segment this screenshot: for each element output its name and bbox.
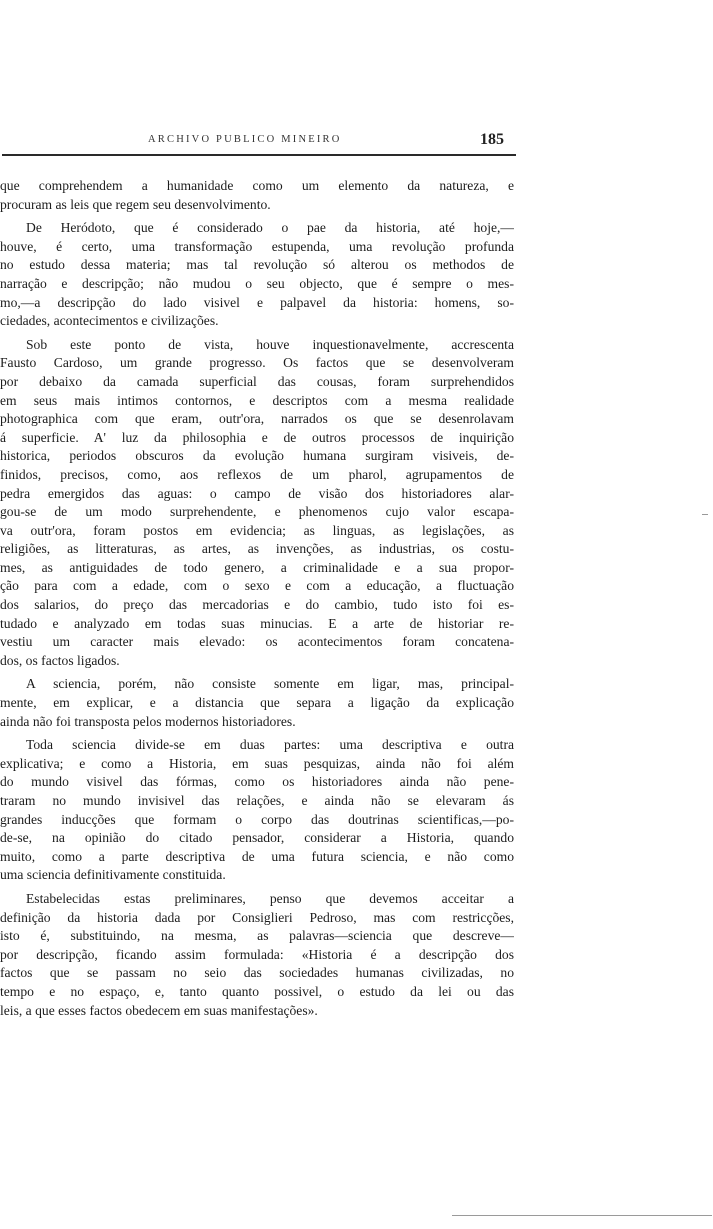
page-number: 185 (480, 131, 504, 148)
text-line: por descripção, ficando assim formulada: «Historia é a descripção dos (0, 946, 514, 962)
text-line: De Heródoto, que é considerado o pae da historia, até hoje,— (26, 220, 514, 236)
margin-mark (702, 514, 708, 515)
running-title: ARCHIVO PUBLICO MINEIRO (148, 134, 342, 145)
text-line: á superficie. A' luz da philosophia e de outros processos de inquirição (0, 429, 514, 445)
text-line: por debaixo da camada superficial das cousas, foram surprehendidos (0, 373, 514, 389)
text-line: mente, em explicar, e a distancia que separa a ligação da explicação (0, 695, 514, 711)
text-line: religiões, as litteraturas, as artes, as invenções, as industrias, os costu- (0, 541, 514, 557)
text-line: grandes inducções que formam o corpo das doutrinas scientificas,—po- (0, 811, 514, 827)
paragraph (0, 890, 514, 1020)
text-line: ciedades, acontecimentos e civilizações. (0, 313, 219, 329)
text-line: Fausto Cardoso, um grande progresso. Os factos que se desenvolveram (0, 355, 514, 371)
text-line: ção para com a edade, com o sexo e com a educação, a fluctuação (0, 578, 514, 594)
text-line: traram no mundo invisivel das relações, e ainda não se elevaram ás (0, 793, 514, 808)
text-line: gou-se de um modo surprehendente, e phenomenos cujo valor escapa- (0, 504, 514, 520)
text-line: uma sciencia definitivamente constituida. (0, 867, 226, 883)
text-line: em seus mais intimos contornos, e descriptos com a mesma realidade (0, 392, 514, 408)
text-line: dos, os factos ligados. (0, 652, 120, 668)
text-line: do mundo visivel das fórmas, como os historiadores ainda não pene- (0, 774, 514, 790)
text-line: ainda não foi transposta pelos modernos historiadores. (0, 713, 296, 729)
text-line: isto é, substituindo, na mesma, as palavras—sciencia que descreve— (0, 928, 514, 944)
paragraph (0, 736, 514, 885)
text-line: mo,—a descripção do lado visivel e palpavel da historia: homens, so- (0, 294, 514, 310)
text-line: tudado e analyzado em todas suas minucias. E a arte de historiar re- (0, 615, 514, 631)
paragraph (0, 675, 514, 731)
text-line: dos salarios, do preço das mercadorias e do cambio, tudo isto foi es- (0, 597, 514, 613)
text-line: leis, a que esses factos obedecem em suas manifestações». (0, 1002, 318, 1018)
text-line: definição da historia dada por Consiglieri Pedroso, mas com restricções, (0, 909, 514, 925)
text-line: vestiu um caracter mais elevado: os acontecimentos foram concatena- (0, 634, 514, 650)
text-line: narração e descripção; não mudou o seu objecto, que é sempre o mes- (0, 275, 514, 291)
text-line: no estudo dessa materia; mas tal revolução só alterou os methodos de (0, 257, 514, 273)
text-line: Estabelecidas estas preliminares, penso que devemos acceitar a (26, 890, 514, 906)
text-line: va outr'ora, foram postos em evidencia; as linguas, as legislações, as (0, 522, 514, 538)
running-header (0, 131, 522, 155)
text-line: Toda sciencia divide-se em duas partes: uma descriptiva e outra (26, 737, 514, 753)
paragraph (0, 177, 514, 214)
paragraph (0, 336, 514, 671)
text-line: procuram as leis que regem seu desenvolvimento. (0, 196, 271, 212)
text-line: A sciencia, porém, não consiste somente em ligar, mas, principal- (26, 676, 514, 692)
paragraph (0, 219, 514, 331)
text-line: que comprehendem a humanidade como um elemento da natureza, e (0, 178, 514, 193)
text-line: explicativa; e como a Historia, em suas pesquizas, ainda não foi além (0, 755, 514, 771)
text-line: pedra emergidos das aguas: o campo de visão dos historiadores alar- (0, 485, 514, 501)
bottom-edge-line (452, 1215, 712, 1216)
text-line: muito, como a parte descriptiva de uma futura sciencia, e não como (0, 848, 514, 864)
text-line: historica, periodos obscuros da evolução humana surgiram visiveis, de- (0, 448, 514, 464)
text-line: de-se, na opinião do citado pensador, considerar a Historia, quando (0, 830, 514, 846)
text-line: finidos, precisos, como, aos reflexos de um pharol, agrupamentos de (0, 466, 514, 482)
text-line: mes, as antiguidades de todo genero, a criminalidade e a sua propor- (0, 559, 514, 575)
text-line: tempo e no espaço, e, tanto quanto possivel, o estudo da lei ou das (0, 983, 514, 999)
text-line: photographica com que eram, outr'ora, narrados os que se desenrolavam (0, 411, 514, 427)
body-text (0, 177, 514, 1020)
text-line: houve, é certo, uma transformação estupenda, uma revolução profunda (0, 238, 514, 254)
text-line: factos que se passam no seio das sociedades humanas civilizadas, no (0, 965, 514, 981)
header-rule (2, 154, 516, 156)
text-line: Sob este ponto de vista, houve inquestionavelmente, accrescenta (26, 336, 514, 352)
